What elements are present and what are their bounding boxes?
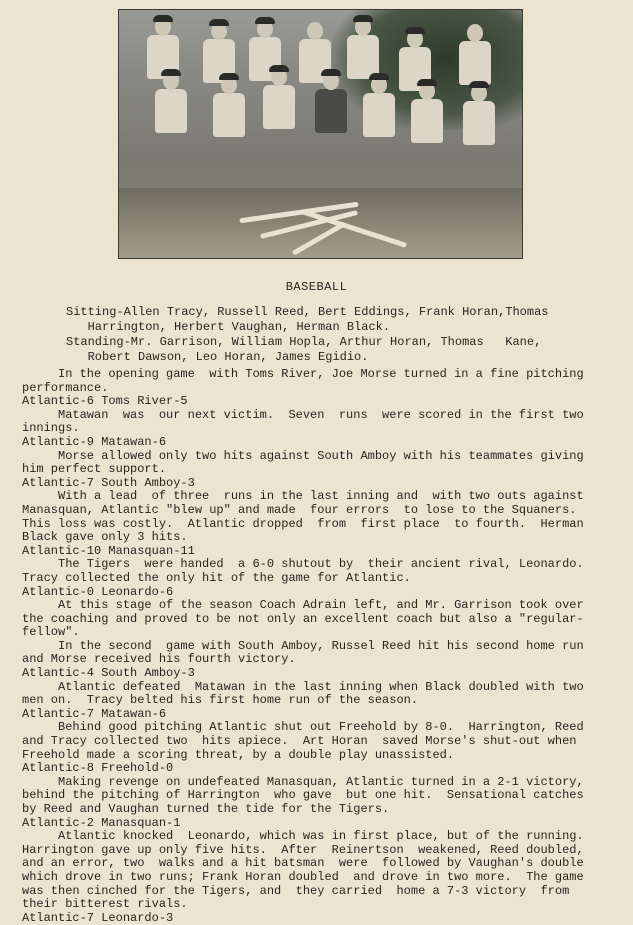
text-line: fellow". [22,625,80,640]
text-line: This loss was costly. Atlantic dropped from first place to fourth. Herman [22,516,584,531]
text-line: Morse allowed only two hits against South Amboy with his teammates giving [22,448,584,463]
text-line: Making revenge on undefeated Manasquan, Atlantic turned in a 2-1 victory, [22,774,584,789]
game-score: Atlantic-4 South Amboy-3 [22,666,195,681]
game-score: Atlantic-0 Leonardo-6 [22,584,174,599]
text-line: and Morse received his fourth victory. [22,652,296,667]
text-line: performance. [22,380,109,395]
text-line: The Tigers were handed a 6-0 shutout by their ancient rival, Leonardo. [22,557,584,572]
text-line: With a lead of three runs in the last inning and with two outs against [22,489,584,504]
caption-line: Sitting-Allen Tracy, Russell Reed, Bert Eddings, Frank Horan,Thomas [66,305,549,319]
game-score: Atlantic-6 Toms River-5 [22,394,188,409]
text-line: was then cinched for the Tigers, and they carried home a 7-3 victory from [22,883,570,898]
section-heading: BASEBALL [285,280,348,294]
text-line: Behind good pitching Atlantic shut out Freehold by 8-0. Harrington, Reed [22,720,584,735]
text-line: Black gave only 3 hits. [22,530,188,545]
text-line: Atlantic knocked Leonardo, which was in first place, but of the running. [22,829,584,844]
text-line: Freehold made a scoring threat, by a double play unassisted. [22,747,455,762]
caption-line: Harrington, Herbert Vaughan, Herman Black. [66,320,391,334]
caption-line: Standing-Mr. Garrison, William Hopla, Arthur Horan, Thomas Kane, [66,335,542,349]
season-summary [22,368,622,925]
text-line: Harrington gave up only five hits. After Reinertson weakened, Reed doubled, [22,842,584,857]
text-line: Atlantic defeated Matawan in the last inning when Black doubled with two [22,679,584,694]
text-line: Matawan was our next victim. Seven runs were scored in the first two [22,407,584,422]
game-score: Atlantic-2 Manasquan-1 [22,815,181,830]
game-score: Atlantic-9 Matawan-6 [22,434,167,449]
text-line: In the second game with South Amboy, Russel Reed hit his second home run [22,638,584,653]
text-line: Tracy collected the only hit of the game for Atlantic. [22,570,411,585]
game-score: Atlantic-10 Manasquan-11 [22,543,195,558]
text-line: their bitterest rivals. [22,897,188,912]
text-line: At this stage of the season Coach Adrain left, and Mr. Garrison took over [22,598,584,613]
text-line: and an error, two walks and a hit batsman were followed by Vaughan's double [22,856,584,871]
text-line: which drove in two runs; Frank Horan doubled and drove in two more. The game [22,869,584,884]
game-score: Atlantic-7 South Amboy-3 [22,475,195,490]
text-line: In the opening game with Toms River, Joe Morse turned in a fine pitching [22,367,584,381]
text-line: Manasquan, Atlantic "blew up" and made four errors to lose to the Squaners. [22,502,577,517]
caption-line: Robert Dawson, Leo Horan, James Egidio. [66,350,369,364]
text-line: the coaching and proved to be not only an excellent coach but also a "regular- [22,611,584,626]
photo-caption [66,305,586,365]
text-line: men on. Tracy belted his first home run of the season. [22,693,419,708]
team-photo [118,9,523,259]
game-score: Atlantic-8 Freehold-0 [22,761,174,776]
text-line: and Tracy collected two hits apiece. Art Horan saved Morse's shut-out when [22,734,577,749]
text-line: innings. [22,421,80,436]
text-line: by Reed and Vaughan turned the tide for the Tigers. [22,802,390,816]
game-score: Atlantic-7 Matawan-6 [22,706,167,721]
text-line: behind the pitching of Harrington who gave but one hit. Sensational catches [22,788,584,803]
game-score: Atlantic-7 Leonardo-3 [22,910,174,925]
text-line: him perfect support. [22,462,167,477]
